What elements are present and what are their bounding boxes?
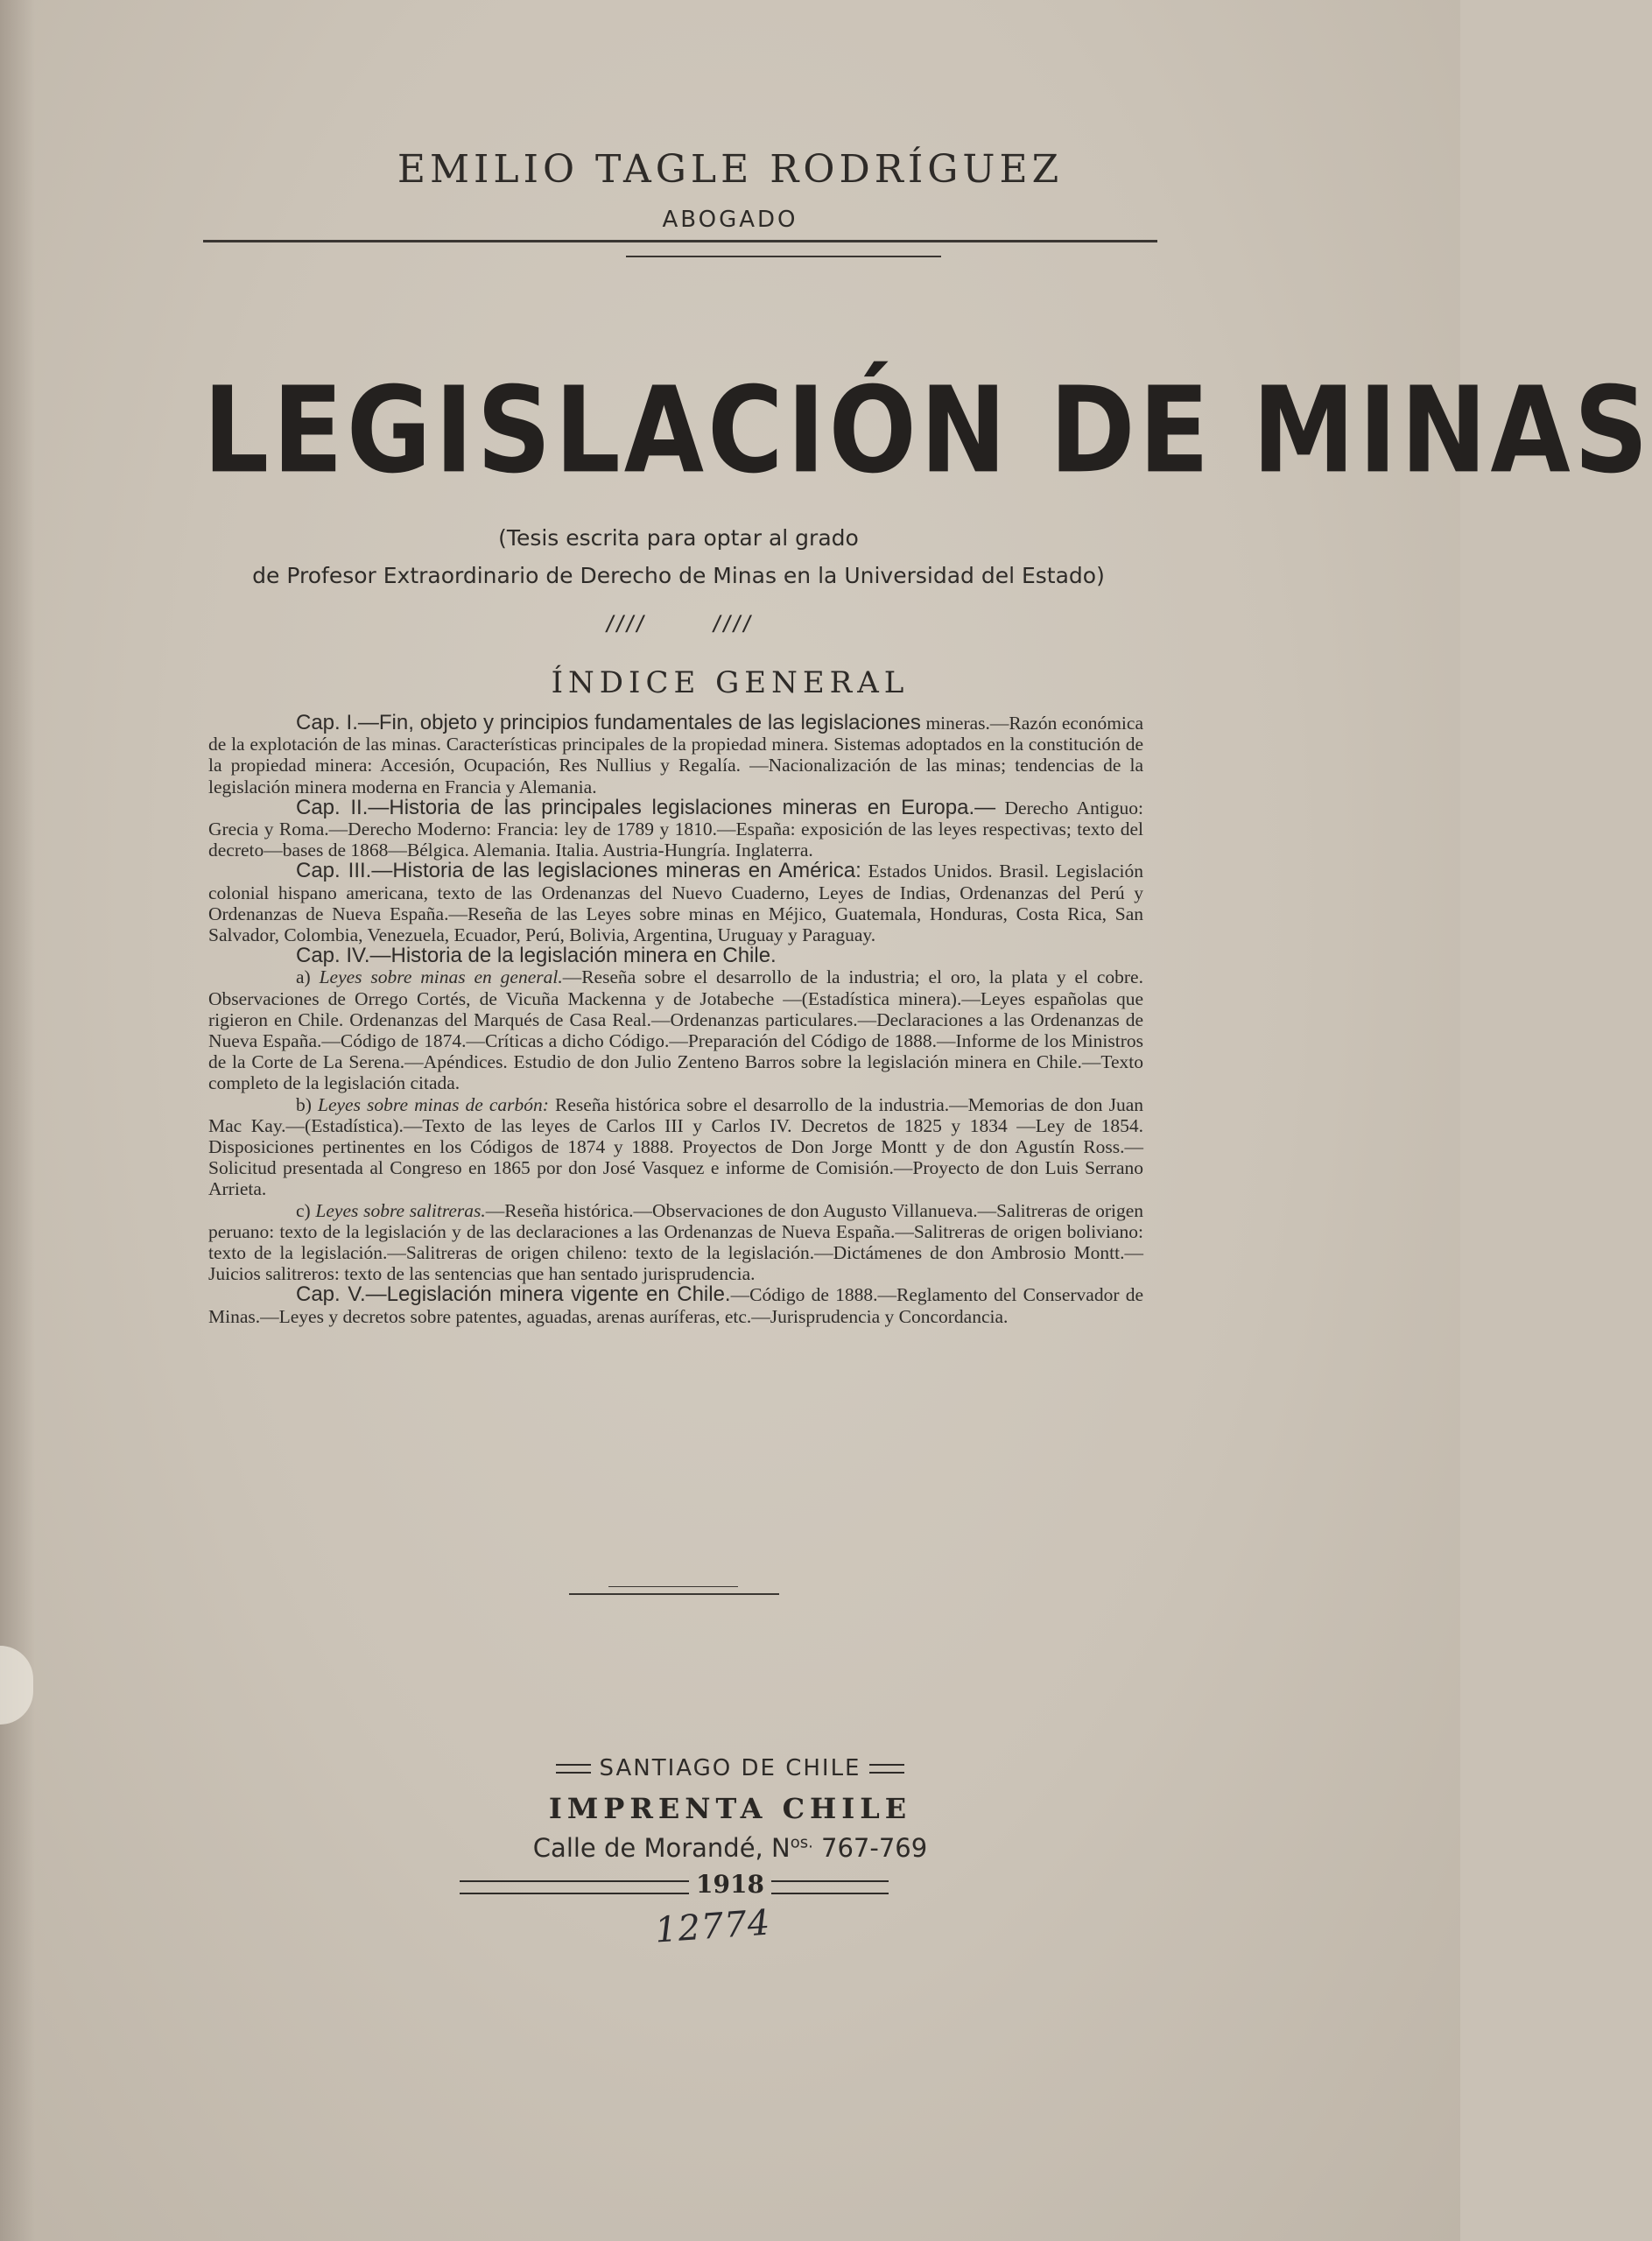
handwritten-catalog-number: 12774 <box>653 1902 772 1951</box>
toc-entry-prefix: c) <box>296 1199 311 1221</box>
toc-entry-italic: Leyes sobre minas en general. <box>319 966 563 988</box>
toc-entry-italic: Leyes sobre minas de carbón: <box>318 1093 549 1115</box>
toc-entry-cap-4 <box>208 945 1143 966</box>
page-edge-shadow <box>0 0 35 2241</box>
toc-entry-body: —Reseña histórica.—Observaciones de don Augusto Villanueva.—Salitreras de origen peruano: texto de la legislación y de las declaraciones a las Ordenanzas de Nueva España.—Salitreras de origen boliviano: texto de la legislación.—Salitreras de origen chileno: texto de la legislación.—Dictámenes de don Ambrosio Montt.—Juicios salitreros: texto de las sentencias que han sentado jurisprudencia. <box>208 1199 1143 1285</box>
imprint-address-numbers: 767-769 <box>812 1833 928 1863</box>
imprint-city <box>0 1755 1460 1781</box>
author-profession: ABOGADO <box>662 207 798 233</box>
publication-year <box>0 1870 1460 1899</box>
author-name: EMILIO TAGLE RODRÍGUEZ <box>397 147 1064 192</box>
toc-entry-italic: Leyes sobre salitreras. <box>315 1199 486 1221</box>
header-rule <box>203 240 1157 242</box>
ornament-left: //// <box>604 611 644 636</box>
subtitle-line-2: de Profesor Extraordinario de Derecho de Minas en la Universidad del Estado) <box>252 563 1105 588</box>
ornament-right: //// <box>711 611 751 636</box>
toc-entry-body: —Reseña sobre el desarrollo de la industria; el oro, la plata y el cobre. Observaciones de Orrego Cortés, de Vicuña Mackenna y de Jotabeche —(Estadística minera).—Leyes españolas que rigieron en Chile. Ordenanzas del Marqués de Casa Real.—Ordenanzas particulares.—Declaraciones a las Ordenanzas de Nueva España.—Código de 1874.—Críticas a dicho Código.—Preparación del Código de 1888.—Informe de los Ministros de la Corte de La Serena.—Apéndices. Estudio de don Julio Zenteno Barros sobre la legislación minera en Chile.—Texto completo de la legislación citada. <box>208 966 1143 1094</box>
toc-entry-lead: Cap. III.—Historia de las legislaciones mineras en América: <box>296 859 861 883</box>
toc-entry-lead: Cap. IV.—Historia de la legislación minera en Chile. <box>296 944 777 968</box>
section-divider-short <box>608 1586 738 1587</box>
toc-entry-lead: Cap. I.—Fin, objeto y principios fundamentales de las legislaciones <box>296 711 921 734</box>
toc-entry-body: Reseña histórica sobre el desarrollo de la industria.—Memorias de don Juan Mac Kay.—(Estadística).—Texto de las leyes de Carlos III y Carlos IV. Decretos de 1825 y 1834 —Ley de 1854. Disposiciones pertinentes en los Códigos de 1874 y 1888. Proyectos de Don Jorge Montt y de don Agustín Ross.—Solicitud presentada al Congreso en 1865 por don José Vasquez e informe de Comisión.—Proyecto de don Luis Serrano Arrieta. <box>208 1093 1143 1200</box>
toc-entry-cap-4b <box>208 1094 1143 1200</box>
subtitle-line-1: (Tesis escrita para optar al grado <box>498 525 859 551</box>
imprint-address <box>0 1833 1460 1863</box>
toc-entry-prefix: a) <box>296 966 311 988</box>
toc-entry-body: Derecho Antiguo: Grecia y Roma.—Derecho Moderno: Francia: ley de 1789 y 1810.—España: exposición de las leyes respectivas; texto del decreto—bases de 1868—Bélgica. Alemania. Italia. Austria-Hungría. Inglaterra. <box>208 797 1143 861</box>
double-rule-ornament <box>556 1764 591 1774</box>
toc-entry-prefix: b) <box>296 1093 312 1115</box>
imprint-city-text: SANTIAGO DE CHILE <box>599 1755 861 1781</box>
toc-entry-lead: Cap. II.—Historia de las principales legislaciones mineras en Europa.— <box>296 795 996 819</box>
header-rule-short <box>626 256 941 257</box>
section-divider <box>569 1593 779 1595</box>
imprint-press: IMPRENTA CHILE <box>548 1792 912 1825</box>
toc-entry-cap-2 <box>208 797 1143 861</box>
toc-entry-lead: Cap. V.—Legislación minera vigente en Chile. <box>296 1282 731 1307</box>
book-title: LEGISLACIÓN DE MINAS <box>203 360 1652 500</box>
imprint-address-street: Calle de Morandé, N <box>532 1833 791 1863</box>
table-of-contents <box>208 713 1143 1327</box>
toc-entry-body: Estados Unidos. Brasil. Legislación colonial hispano americana, texto de las Ordenanzas del Nuevo Cuaderno, Leyes de Indias, Ordenanzas del Perú y Ordenanzas de Nueva España.—Reseña de las Leyes sobre minas en Méjico, Guatemala, Honduras, Costa Rica, San Salvador, Colombia, Venezuela, Ecuador, Perú, Bolivia, Argentina, Uruguay y Paraguay. <box>208 861 1144 946</box>
toc-entry-body: mineras.—Razón económica de la explotación de las minas. Características principales de la propiedad minera. Sistemas adoptados en la constitución de la propiedad minera: Accesión, Ocupación, Res Nullius y Regalía. —Nacionalización de las minas; tendencias de la legislación minera moderna en Francia y Alemania. <box>208 713 1143 797</box>
index-heading: ÍNDICE GENERAL <box>551 665 910 700</box>
toc-entry-cap-3 <box>208 861 1143 945</box>
toc-entry-cap-5 <box>208 1284 1143 1326</box>
toc-entry-body: —Código de 1888.—Reglamento del Conservador de Minas.—Leyes y decretos sobre patentes, aguadas, arenas auríferas, etc.—Jurisprudencia y Concordancia. <box>208 1284 1143 1327</box>
publication-year-text: 1918 <box>689 1870 771 1899</box>
toc-entry-cap-4a <box>208 966 1143 1093</box>
toc-entry-cap-4c <box>208 1200 1143 1285</box>
imprint-address-sup: os. <box>790 1833 813 1852</box>
double-rule-ornament <box>869 1764 904 1774</box>
toc-entry-cap-1 <box>208 713 1143 797</box>
